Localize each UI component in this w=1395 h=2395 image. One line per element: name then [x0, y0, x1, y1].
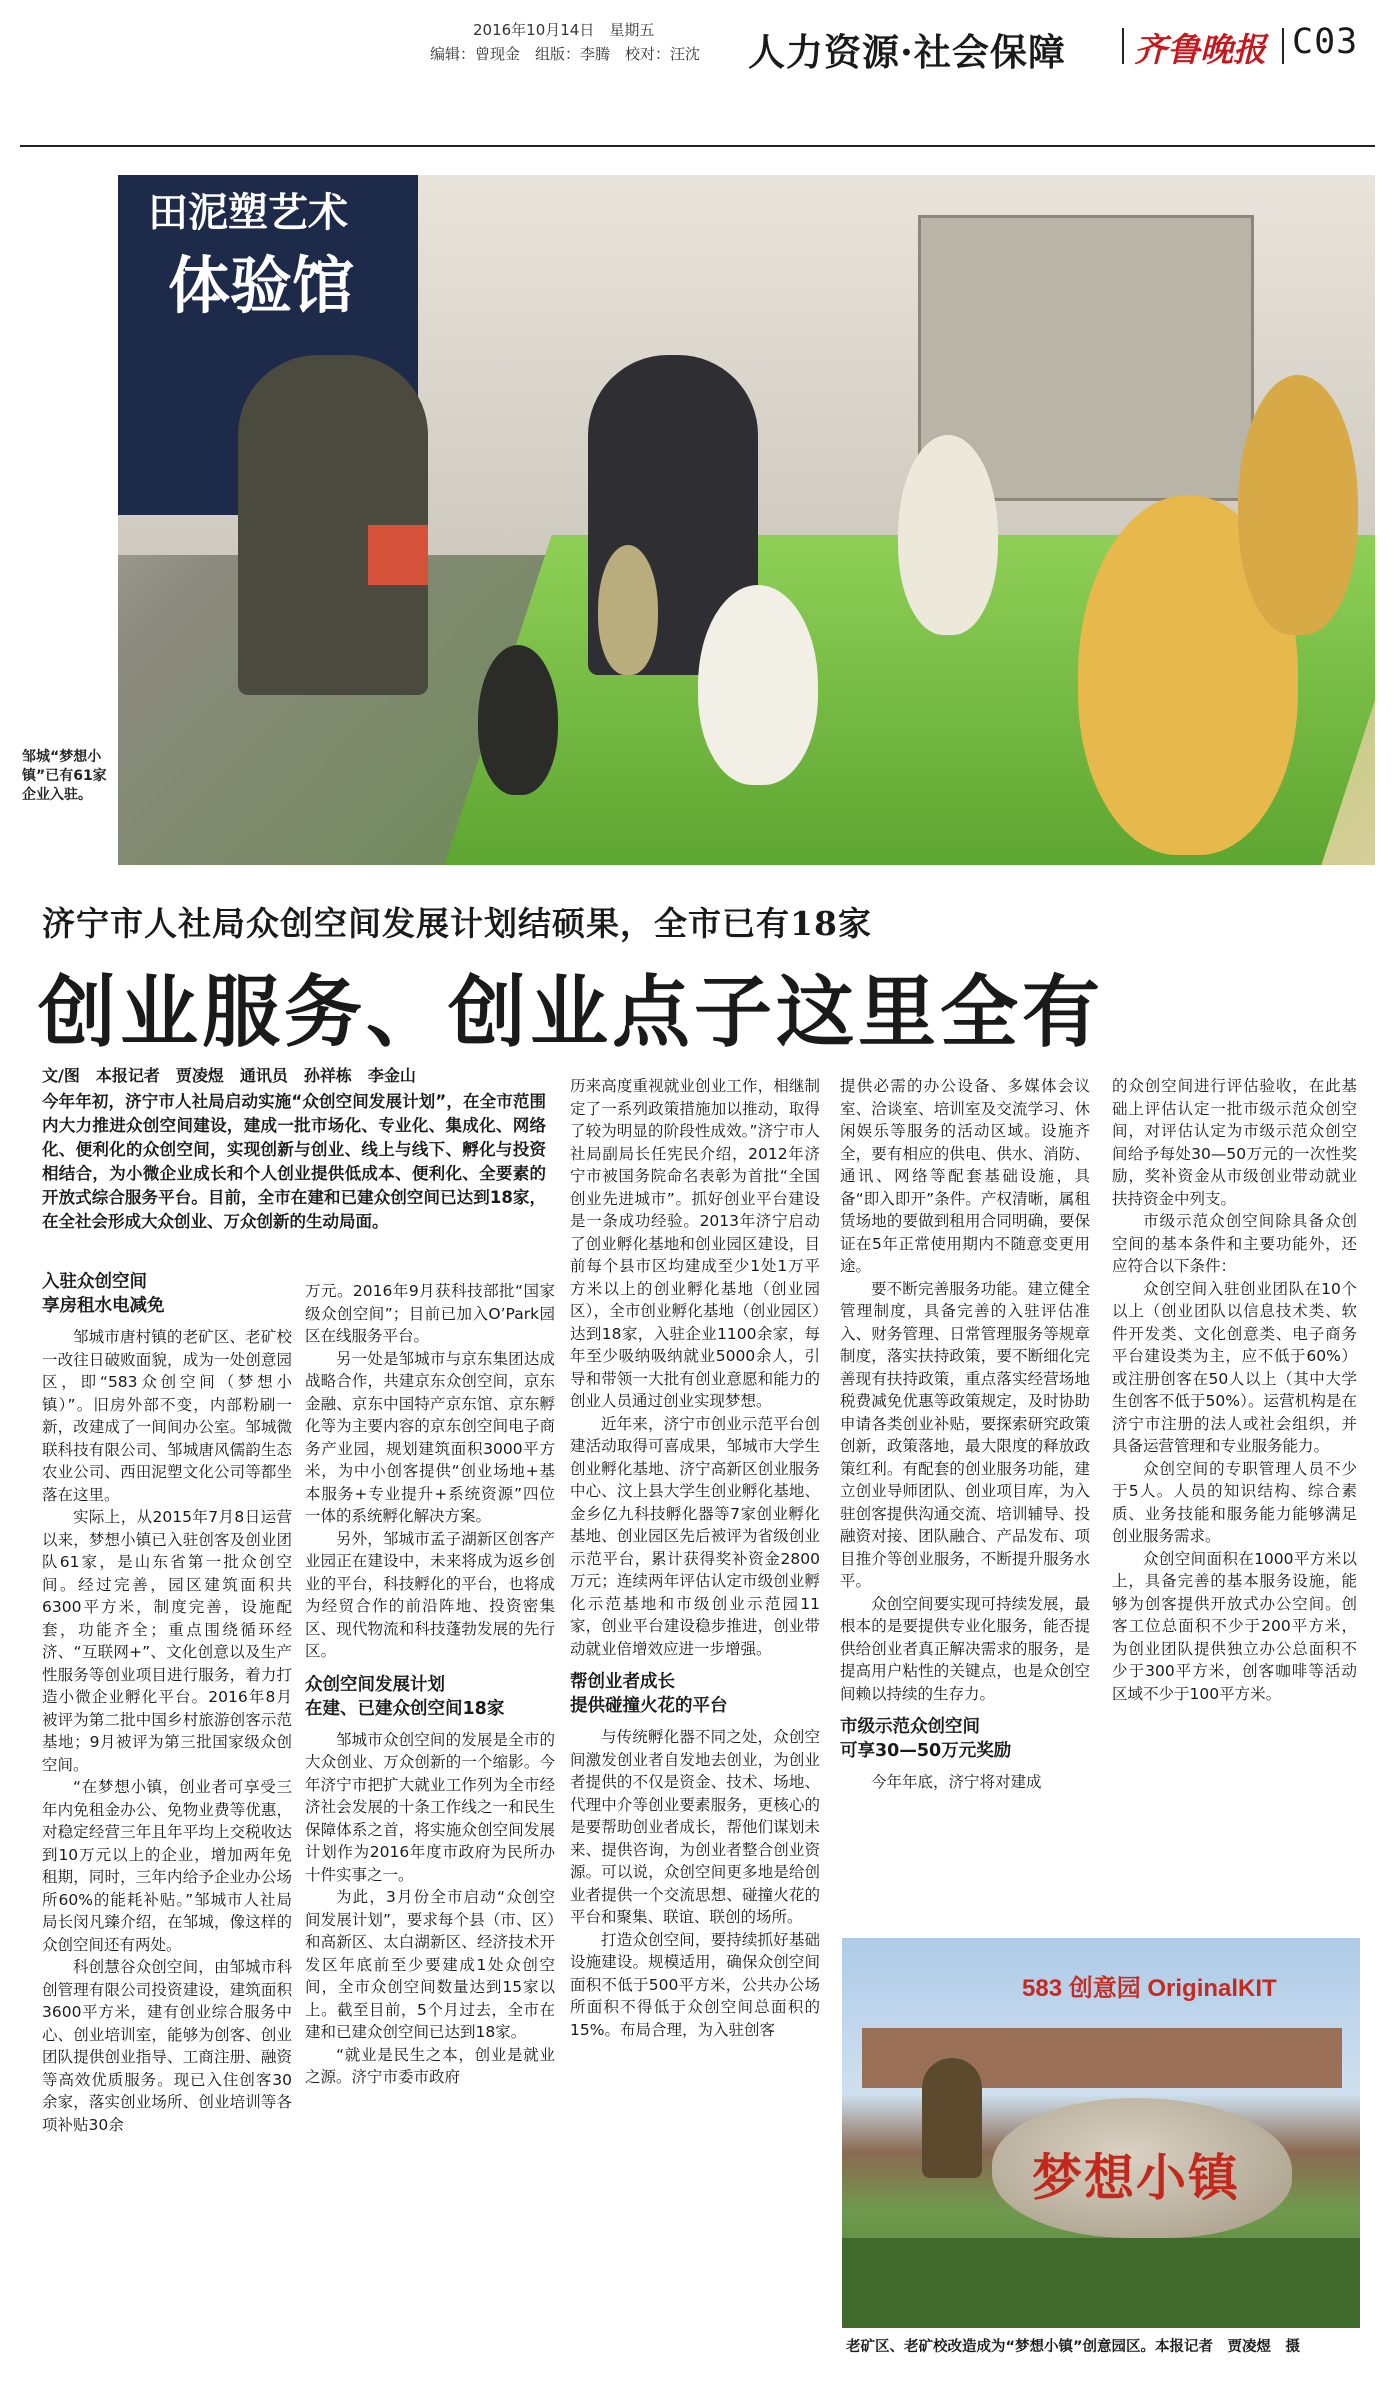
photo-clay-dog	[898, 435, 998, 635]
page-number: C03	[1292, 22, 1359, 62]
stone-inscription: 梦想小镇	[1032, 2148, 1240, 2207]
col1-paragraph: “在梦想小镇，创业者可享受三年内免租金办公、免物业费等优惠，对稳定经营三年且年平均上交税收达到10万元以上的企业，增加两年免租期，同时，三年内给予企业办公场所60%的能耗补贴。”邹城市人社局局长闵凡臻介绍，在邹城，像这样的众创空间还有两处。	[42, 1778, 292, 1954]
col2-paragraph: 万元。2016年9月获科技部批“国家级众创空间”；目前已加入O’Park园区在线服务平台。	[305, 1282, 555, 1345]
col3-paragraph: 近年来，济宁市创业示范平台创建活动取得可喜成果，邹城市大学生创业孵化基地、济宁高新区创业服务中心、汶上县大学生创业孵化基地、金乡亿九科技孵化器等7家创业孵化基地、创业园区先后被评为省级创业示范平台，累计获得奖补资金2800万元；连续两年评估认定市级创业孵化示范基地和市级创业示范园11家，创业平台建设稳步推进，创业带动就业倍增效应进一步增强。	[570, 1414, 820, 1658]
col5-paragraph: 众创空间的专职管理人员不少于5人。人员的知识结构、综合素质、业务技能和服务能力能够满足创业服务需求。	[1112, 1459, 1357, 1545]
col1-paragraph: 实际上，从2015年7月8日运营以来，梦想小镇已入驻创客及创业团队61家，是山东省第一批众创空间。经过完善，园区建筑面积共6300平方米，制度完善，设施配套，功能齐全；重点围绕循环经济、“互联网+”、文化创意以及生产性服务等创业项目进行服务，着力打造小微企业孵化平台。2016年8月被评为第二批中国乡村旅游创客示范基地；9月被评为第三批国家级众创空间。	[42, 1508, 292, 1774]
col3-subhead: 帮创业者成长 提供碰撞火花的平台	[570, 1672, 728, 1716]
col2-paragraph: 为此，3月份全市启动“众创空间发展计划”，要求每个县（市、区）和高新区、太白湖新区、经济技术开发区年底前至少要建成1处众创空间，全市众创空间数量达到15家以上。截至目前，5个月过去，全市在建和已建众创空间已达到18家。	[305, 1888, 555, 2041]
masthead-rule	[20, 145, 1375, 147]
col2-paragraph: 邹城市众创空间的发展是全市的大众创业、万众创新的一个缩影。今年济宁市把扩大就业工作列为全市经济社会发展的十条工作线之一和民生保障体系之首，将实施众创空间发展计划作为2016年度市政府为民所办十件实事之一。	[305, 1730, 555, 1884]
staff-credits: 编辑：曾现金 组版：李腾 校对：汪沈	[430, 45, 701, 63]
photo-stone	[992, 2098, 1292, 2238]
col4-paragraph: 提供必需的办公设备、多媒体会议室、洽谈室、培训室及交流学习、休闲娱乐等服务的活动区域。设施齐全，要有相应的供电、供水、消防、通讯、网络等配套基础设施，具备“即入即开”条件。产权清晰，属租赁场地的要做到租用合同明确，要保证在5年正常使用期内不随意变更用途。	[840, 1077, 1090, 1275]
col1-paragraph: 邹城市唐村镇的老矿区、老矿校一改往日破败面貌，成为一处创意园区，即“583众创空间（梦想小镇）”。旧房外部不变，内部粉刷一新，改建成了一间间办公室。邹城微联科技有限公司、邹城唐风儒韵生态农业公司、西田泥塑文化公司等都坐落在这里。	[42, 1328, 292, 1504]
article-kicker: 济宁市人社局众创空间发展计划结硕果，全市已有18家	[42, 904, 872, 943]
col2-paragraph: 另一处是邹城市与京东集团达成战略合作，共建京东众创空间，京东金融、京东中国特产京东馆、京东孵化等为主要内容的京东创空间电子商务产业园，规划建筑面积3000平方米，为中小创客提供“创业场地+基本服务+专业提升+系统资源”四位一体的系统孵化解决方案。	[305, 1349, 555, 1525]
col1-paragraph: 科创慧谷众创空间，由邹城市科创管理有限公司投资建设，建筑面积3600平方米，建有创业综合服务中心、创业培训室，能够为创客、创业团队提供创业指导、工商注册、融资等高效优质服务。现已入住创客30余家，落实创业场所、创业培训等各项补贴30余	[42, 1958, 292, 2134]
photo-clay-bird	[478, 645, 558, 795]
photo-grass	[842, 2238, 1360, 2328]
col5-paragraph: 的众创空间进行评估验收，在此基础上评估认定一批市级示范众创空间，对评估认定为市级示范众创空间给予每处30—50万元的一次性奖励，奖补资金从市级创业带动就业扶持资金中列支。	[1112, 1077, 1357, 1208]
top-photo	[118, 175, 1375, 865]
article-headline: 创业服务、创业点子这里全有	[38, 968, 1105, 1058]
col2-paragraph: 另外，邹城市孟子湖新区创客产业园正在建设中，未来将成为返乡创业的平台，科技孵化的平台，也将成为经贸合作的前沿阵地、投资密集区、现代物流和科技蓬勃发展的先行区。	[305, 1529, 555, 1660]
section-title: 人力资源·社会保障	[748, 30, 1066, 74]
col2-subhead: 众创空间发展计划 在建、已建众创空间18家	[305, 1674, 505, 1719]
column-4	[840, 1075, 1090, 1794]
article-byline: 文/图 本报记者 贾凌煜 通讯员 孙祥栋 李金山	[42, 1066, 416, 1085]
article-lead: 今年年初，济宁市人社局启动实施“众创空间发展计划”，在全市范围内大力推进众创空间建设，建成一批市场化、专业化、集成化、网络化、便利化的众创空间，实现创新与创业、线上与线下、孵化与投资相结合，为小微企业成长和个人创业提供低成本、便利化、全要素的开放式综合服务平台。目前，全市在建和已建众创空间已达到18家，在全社会形成大众创业、万众创新的生动局面。	[42, 1092, 546, 1231]
column-3	[570, 1075, 820, 2041]
photo-clay-monkey-back	[1238, 375, 1358, 635]
col4-subhead: 市级示范众创空间 可享30—50万元奖励	[840, 1717, 1012, 1761]
photo-sculpture	[922, 2058, 982, 2178]
photo-red-stool	[368, 525, 428, 585]
banner-line1: 田泥塑艺术	[148, 189, 348, 236]
brand-logo: 齐鲁晚报	[1134, 30, 1266, 69]
masthead-divider	[1122, 28, 1124, 64]
bottom-photo-caption: 老矿区、老矿校改造成为“梦想小镇”创意园区。本报记者 贾凌煜 摄	[846, 2339, 1301, 2355]
column-2	[305, 1280, 555, 2089]
col5-paragraph: 众创空间入驻创业团队在10个以上（创业团队以信息技术类、软件开发类、文化创意类、电子商务平台建设类为主，应不低于60%）或注册创客在50人以上（其中大学生创客不低于50%）。运营机构是在济宁市注册的法人或社会组织，并具备运营管理和专业服务能力。	[1112, 1279, 1357, 1455]
col5-paragraph: 众创空间面积在1000平方米以上，具备完善的基本服务设施，能够为创客提供开放式办公空间。创客工位总面积不少于200平方米，为创业团队提供独立办公总面积不少于300平方米，创客咖啡等活动区域不少于100平方米。	[1112, 1549, 1357, 1703]
col4-paragraph: 要不断完善服务功能。建立健全管理制度，具备完善的入驻评估准入、财务管理、日常管理服务等规章制度，落实扶持政策，要不断细化完善现有扶持政策，重点落实经营场地税费减免优惠等政策规定，及时协助申请各类创业补贴，要探索研究政策创新，政策落地，最大限度的释放政策红利。有配套的创业服务功能，建立创业导师团队、创业项目库，为入驻创客提供沟通交流、培训辅导、投融资对接、团队融合、产品发布、项目推介等创业服务，不断提升服务水平。	[840, 1279, 1090, 1590]
issue-date: 2016年10月14日 星期五	[473, 21, 655, 39]
column-1	[42, 1260, 292, 2136]
bottom-photo	[842, 1938, 1360, 2328]
top-photo-caption: 邹城“梦想小镇”已有61家企业入驻。	[22, 749, 107, 803]
col3-paragraph: 历来高度重视就业创业工作，相继制定了一系列政策措施加以推动，取得了较为明显的阶段性成效。”济宁市人社局副局长任宪民介绍，2012年济宁市被国务院命名表彰为首批“全国创业先进城市”。抓好创业平台建设是一条成功经验。2013年济宁启动了创业孵化基地和创业园区建设，目前每个县市区均建成至少1处1万平方米以上的创业孵化基地（创业园区），全市创业孵化基地（创业园区）达到18家，入驻企业1100余家，每年至少吸纳吸纳就业5000余人，引导和带领一大批有创业意愿和能力的创业人员通过创业实现梦想。	[570, 1077, 820, 1410]
col3-paragraph: 打造众创空间，要持续抓好基础设施建设。规模适用，确保众创空间面积不低于500平方米，公共办公场所面积不得低于众创空间总面积的15%。布局合理，为入驻创客	[570, 1930, 820, 2039]
col3-paragraph: 与传统孵化器不同之处，众创空间激发创业者自发地去创业，为创业者提供的不仅是资金、技术、场地、代理中介等创业要素服务，更核心的是要帮助创业者成长，帮他们谋划未来、提供咨询，为创业者整合创业资源。可以说，众创空间更多地是给创业者提供一个交流思想、碰撞火花的平台和聚集、联谊、联创的场所。	[570, 1728, 820, 1926]
photo-sign: 583 创意园 OriginalKIT	[1022, 1975, 1277, 2002]
photo-clay-figure-small	[598, 545, 658, 675]
col2-paragraph: “就业是民生之本，创业是就业之源。济宁市委市政府	[305, 2045, 555, 2086]
col1-subhead: 入驻众创空间 享房租水电减免	[42, 1272, 165, 1316]
masthead-divider-2	[1282, 28, 1284, 64]
col5-paragraph: 市级示范众创空间除具备众创空间的基本条件和主要功能外，还应符合以下条件：	[1112, 1212, 1357, 1275]
column-5	[1112, 1075, 1357, 1705]
banner-line2: 体验馆	[168, 249, 355, 322]
col4-paragraph: 众创空间要实现可持续发展，最根本的是要提供专业化服务，能否提供给创业者真正解决需求的服务，是提高用户粘性的关键点，也是众创空间赖以持续的生存力。	[840, 1594, 1090, 1703]
photo-clay-dove	[698, 585, 818, 785]
col4-paragraph: 今年年底，济宁将对建成	[871, 1773, 1042, 1791]
